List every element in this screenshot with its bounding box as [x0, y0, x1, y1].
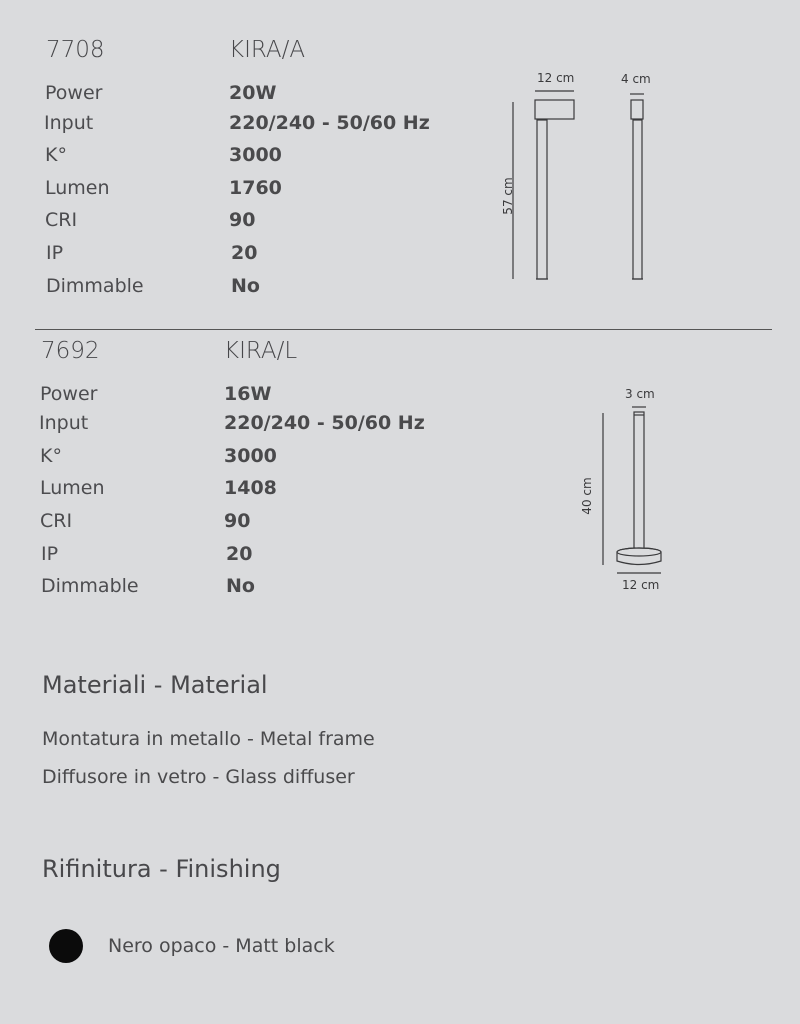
spec-label-dimmable: Dimmable: [41, 575, 139, 597]
depth-dimension-label: 4 cm: [621, 72, 651, 86]
spec-value-ip: 20: [231, 242, 258, 264]
spec-label-lumen: Lumen: [45, 177, 110, 199]
finishing-title: Rifinitura - Finishing: [42, 855, 281, 883]
spec-label-cri: CRI: [40, 510, 73, 532]
product-model: KIRA/L: [224, 338, 298, 364]
spec-value-power: 16W: [224, 383, 272, 405]
spec-value-dimmable: No: [226, 575, 255, 597]
spec-value-cri: 90: [224, 510, 251, 532]
base-dimension-label: 12 cm: [622, 578, 660, 592]
spec-value-kelvin: 3000: [224, 445, 277, 467]
spec-value-ip: 20: [226, 543, 253, 565]
materials-title: Materiali - Material: [42, 671, 268, 699]
spec-label-cri: CRI: [45, 209, 78, 231]
height-dimension-label: 57 cm: [501, 177, 515, 215]
spec-label-lumen: Lumen: [40, 477, 105, 499]
spec-label-power: Power: [45, 82, 103, 104]
spec-value-input: 220/240 - 50/60 Hz: [229, 112, 430, 134]
spec-label-input: Input: [39, 412, 89, 434]
spec-value-dimmable: No: [231, 275, 260, 297]
spec-value-lumen: 1408: [224, 477, 277, 499]
spec-value-input: 220/240 - 50/60 Hz: [224, 412, 425, 434]
spec-value-power: 20W: [229, 82, 277, 104]
spec-label-kelvin: K°: [45, 144, 67, 166]
lamp-base-side: [617, 552, 661, 565]
spec-value-kelvin: 3000: [229, 144, 282, 166]
spec-label-kelvin: K°: [40, 445, 62, 467]
product-code: 7708: [46, 37, 105, 63]
finish-label: Nero opaco - Matt black: [108, 935, 335, 957]
lamp-stem: [634, 412, 644, 551]
height-dimension-label: 40 cm: [580, 477, 594, 515]
spec-value-lumen: 1760: [229, 177, 282, 199]
spec-label-ip: IP: [46, 242, 64, 264]
top-dimension-label: 3 cm: [625, 387, 655, 401]
width-dimension-label: 12 cm: [537, 71, 575, 85]
spec-label-dimmable: Dimmable: [46, 275, 144, 297]
material-item: Montatura in metallo - Metal frame: [42, 728, 375, 750]
finish-color-swatch: [49, 929, 83, 963]
product-code: 7692: [41, 338, 100, 364]
spec-label-input: Input: [44, 112, 94, 134]
product-model: KIRA/A: [229, 37, 306, 63]
spec-label-ip: IP: [41, 543, 59, 565]
spec-value-cri: 90: [229, 209, 256, 231]
spec-label-power: Power: [40, 383, 98, 405]
material-item: Diffusore in vetro - Glass diffuser: [42, 766, 355, 788]
